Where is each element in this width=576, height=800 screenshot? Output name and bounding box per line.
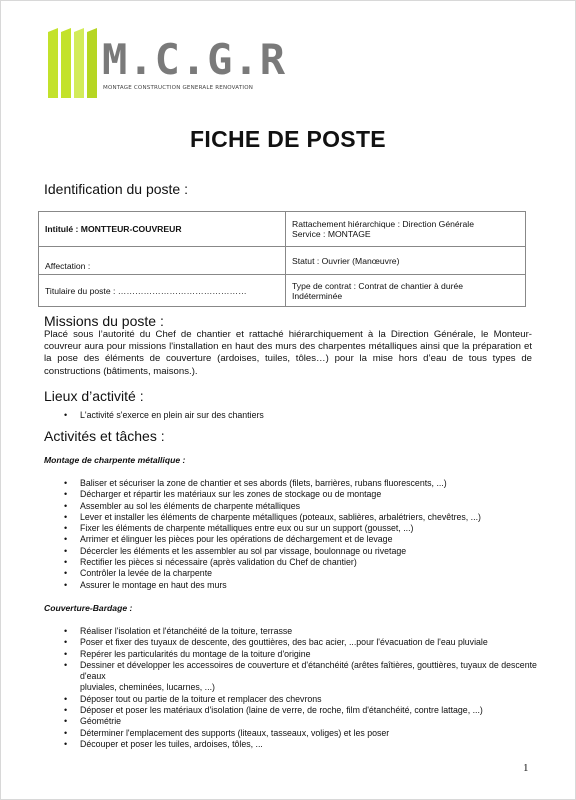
- list-item: • Découper et poser les tuiles, ardoises, tôles, ...: [59, 739, 537, 750]
- intitule-cell: Intitulé : MONTTEUR-COUVREUR: [39, 212, 286, 247]
- list-item: • Rectifier les pièces si nécessaire (après validation du Chef de chantier): [59, 557, 534, 568]
- list-item: • Contrôler la levée de la charpente: [59, 568, 534, 579]
- rattachement-cell: Rattachement hiérarchique : Direction Générale Service : MONTAGE: [286, 212, 526, 247]
- missions-text: Placé sous l’autorité du Chef de chantier et rattaché hiérarchiquement à la Direction Générale, le Monteur-couvreur aura pour missions l'installation en haut des murs des charpentes métalliques ainsi que la préparation et la pose des éléments de couverture (ardoises, tuiles, tôles…) pour la mise hors d’eau de tous types de constructions (bâtiments, maisons.).: [44, 329, 532, 377]
- logo-tagline: MONTAGE CONSTRUCTION GENERALE RENOVATION: [103, 85, 254, 91]
- logo-name: M.C.G.R: [102, 35, 287, 84]
- lieux-heading: Lieux d’activité :: [44, 388, 144, 404]
- titulaire-cell: Titulaire du poste : ………………………………………: [39, 275, 286, 307]
- document-title: FICHE DE POSTE: [190, 126, 386, 152]
- company-logo: [48, 28, 287, 98]
- table-row: [39, 275, 526, 307]
- identification-table: [38, 211, 526, 307]
- list-item: • Baliser et sécuriser la zone de chantier et ses abords (filets, barrières, rubans fluorescents, ...): [59, 478, 534, 489]
- list-item: • L'activité s'exerce en plein air sur des chantiers: [59, 410, 529, 421]
- list-item: • Poser et fixer des tuyaux de descente, des gouttières, des bac acier, ...pour l'évacuation de l'eau pluviale: [59, 637, 537, 648]
- couverture-heading: Couverture-Bardage :: [44, 603, 133, 613]
- list-item: • Lever et installer les éléments de charpente métalliques (poteaux, sablières, arbalétriers, chevêtres, ...): [59, 512, 534, 523]
- identification-heading: Identification du poste :: [44, 181, 188, 197]
- statut-cell: Statut : Ouvrier (Manœuvre): [286, 247, 526, 275]
- list-item: • Décercler les éléments et les assembler au sol par vissage, boulonnage ou rivetage: [59, 546, 534, 557]
- list-item: • Déterminer l'emplacement des supports (liteaux, tasseaux, voliges) et les poser: [59, 728, 537, 739]
- couverture-list: [59, 626, 537, 750]
- lieux-list: [59, 410, 529, 421]
- list-item: • Arrimer et élinguer les pièces pour les opérations de déchargement et de levage: [59, 534, 534, 545]
- montage-heading: Montage de charpente métallique :: [44, 455, 186, 465]
- activites-heading: Activités et tâches :: [44, 428, 165, 444]
- list-item: • Réaliser l'isolation et l'étanchéité de la toiture, terrasse: [59, 626, 537, 637]
- contrat-cell: Type de contrat : Contrat de chantier à durée Indéterminée: [286, 275, 526, 307]
- montage-list: [59, 478, 534, 591]
- missions-heading: Missions du poste :: [44, 313, 164, 329]
- list-item: • Assembler au sol les éléments de charpente métalliques: [59, 501, 534, 512]
- list-item: • Déposer et poser les matériaux d'isolation (laine de verre, de roche, film d'étanchéité, contre lattage, ...): [59, 705, 537, 716]
- table-row: [39, 247, 526, 275]
- page-number: 1: [523, 762, 529, 774]
- list-item: • Décharger et répartir les matériaux sur les zones de stockage ou de montage: [59, 489, 534, 500]
- list-item: • Assurer le montage en haut des murs: [59, 580, 534, 591]
- list-item: • Dessiner et développer les accessoires de couverture et d'étanchéité (arêtes faîtières, gouttières, tuyaux de descente d'eaux: [59, 660, 537, 683]
- list-item: • Fixer les éléments de charpente métalliques entre eux ou sur un support (gousset, ...): [59, 523, 534, 534]
- list-item: • Géométrie: [59, 716, 537, 727]
- list-item: • Déposer tout ou partie de la toiture et remplacer des chevrons: [59, 694, 537, 705]
- list-item-continuation: pluviales, cheminées, lucarnes, ...): [80, 682, 215, 693]
- logo-bars-icon: [48, 28, 98, 98]
- affectation-cell: Affectation :: [39, 247, 286, 275]
- list-item: • Repérer les particularités du montage de la toiture d'origine: [59, 649, 537, 660]
- table-row: [39, 212, 526, 247]
